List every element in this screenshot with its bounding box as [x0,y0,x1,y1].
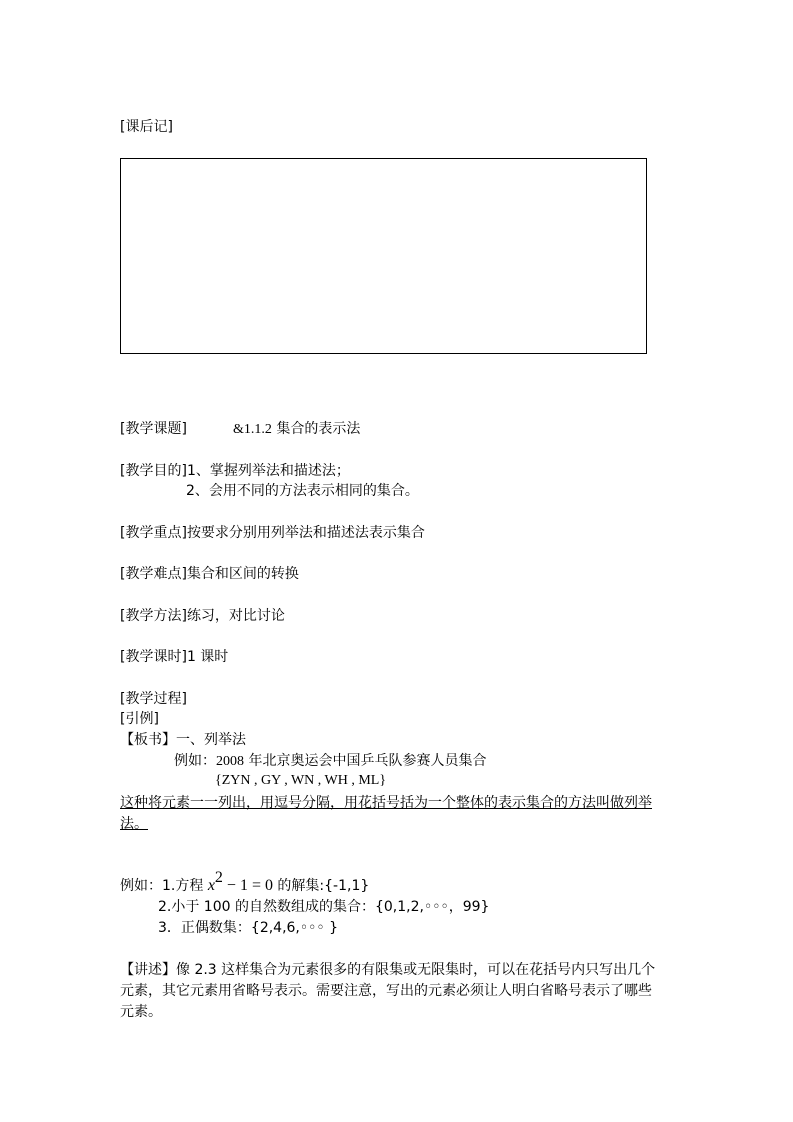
example-1-prefix: 例如：1.方程 [120,878,204,894]
key-points-label: [教学重点] [120,525,187,541]
topic-title: 集合的表示法 [276,421,361,437]
board-line [120,730,246,750]
topic-label: [教学课题] [120,421,187,437]
board-example-prefix: 例如： [174,753,216,769]
board-example-set: {ZYN , GY , WN , WH , ML} [215,773,387,788]
objective-item-2: 2、会用不同的方法表示相同的集合。 [186,483,419,499]
lecture-line-2: 元素，其它元素用省略号表示。需要注意，写出的元素必须让人明白省略号表示了哪些 [120,983,652,999]
difficulties-label: [教学难点] [120,566,187,582]
lecture-text-1: 像 2.3 这样集合为元素很多的有限集或无限集时，可以在花括号内只写出几个 [176,962,656,978]
hours-label: [教学课时] [120,649,187,665]
key-points-text: 按要求分别用列举法和描述法表示集合 [186,525,425,541]
difficulties-line [120,564,299,584]
equation-rest: − 1 = 0 [222,877,273,894]
process-heading: [教学过程] [120,691,187,707]
difficulties-text: 集合和区间的转换 [186,566,299,582]
after-class-heading: [课后记] [120,119,173,135]
objectives-line-1 [120,461,350,481]
key-points-line [120,523,425,543]
topic-value [233,419,360,440]
lecture-line-3: 元素。 [120,1004,162,1020]
example-1-suffix: 的解集:{-1,1} [277,878,370,894]
definition-line-1: 这种将元素一一列出，用逗号分隔，用花括号括为一个整体的表示集合的方法叫做列举 [120,795,652,811]
equation-exponent: 2 [214,869,223,886]
lecture-label: 【讲述】 [120,962,176,978]
lecture-line-1 [120,960,655,980]
example-2: 2.小于 100 的自然数组成的集合：{0,1,2,◦◦◦，99} [158,899,490,915]
methods-text: 练习，对比讨论 [186,608,285,624]
hours-text: 1 课时 [186,649,229,665]
board-heading: 一、列举法 [176,732,246,748]
example-1 [120,868,369,896]
board-example-text: 年北京奥运会中国乒乓队参赛人员集合 [244,753,487,769]
methods-line [120,606,285,626]
equation-variable: x [207,877,215,894]
objective-item-1: 1、掌握列举法和描述法； [186,463,350,479]
topic-code: &1.1.2 [233,422,272,437]
hours-line [120,647,228,667]
board-example-line [174,751,486,772]
methods-label: [教学方法] [120,608,187,624]
board-label: 【板书】 [120,732,176,748]
intro-heading: [引例] [120,711,159,727]
board-example-year: 2008 [216,754,244,769]
objectives-label: [教学目的] [120,463,187,479]
definition-line-2: 法。 [120,816,148,832]
example-3: 3．正偶数集：{2,4,6,◦◦◦ } [158,920,339,936]
after-class-notes-box [120,158,647,354]
